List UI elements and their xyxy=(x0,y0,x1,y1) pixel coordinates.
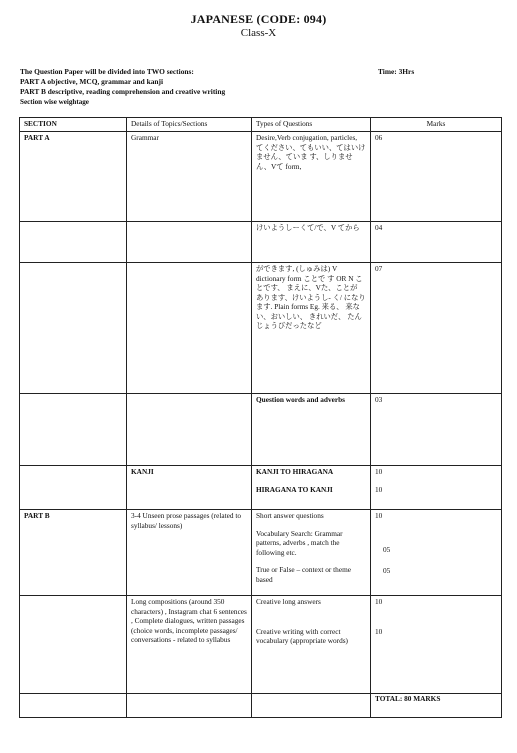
section-cell xyxy=(20,694,127,718)
marks-cell xyxy=(371,132,502,222)
details-cell: Grammar xyxy=(127,132,252,222)
section-cell xyxy=(20,222,127,263)
header-details: Details of Topics/Sections xyxy=(127,118,252,132)
table-row xyxy=(20,222,502,263)
details-cell xyxy=(127,222,252,263)
table-row xyxy=(20,132,502,222)
types-cell xyxy=(252,694,371,718)
types-cell xyxy=(252,596,371,694)
section-cell xyxy=(20,466,127,510)
marks-cell xyxy=(371,263,502,394)
question-type: ができます, (しゅみは) V dictionary form ことで す OR N ことです、 まえに、Vた、ことが あります、けいようし- く/ になります. Plain forms Eg. 来る、 来ない、おいしい、 きれいだ、 たんじょうびだったなど xyxy=(256,264,366,330)
table-row xyxy=(20,596,502,694)
question-type: Question words and adverbs xyxy=(256,395,345,404)
marks-cell xyxy=(371,510,502,596)
intro-line-2: PART A objective, MCQ, grammar and kanji xyxy=(20,77,164,86)
question-type: Desire,Verb conjugation, particles, てください、てもいい、てはいけません、ていま す、しりません、Vて form, xyxy=(256,133,366,171)
marks-cell xyxy=(371,596,502,694)
marks-cell xyxy=(371,394,502,466)
question-type: KANJI TO HIRAGANA xyxy=(256,467,334,476)
table-row xyxy=(20,466,502,510)
types-cell xyxy=(252,510,371,596)
marks-value: 10 xyxy=(375,484,383,494)
question-type: Short answer questions xyxy=(256,511,324,520)
section-cell: PART A xyxy=(20,132,127,222)
table-row xyxy=(20,394,502,466)
types-cell xyxy=(252,132,371,222)
details-cell: 3-4 Unseen prose passages (related to syllabus/ lessons) xyxy=(127,510,252,596)
marks-cell xyxy=(371,222,502,263)
document-subtitle: Class-X xyxy=(240,27,277,39)
weightage-table xyxy=(19,117,502,718)
types-cell xyxy=(252,263,371,394)
types-cell xyxy=(252,222,371,263)
header-section: SECTION xyxy=(20,118,127,132)
details-cell xyxy=(127,394,252,466)
question-type: True or False – context or theme based xyxy=(256,565,351,584)
marks-value: 05 xyxy=(383,566,391,575)
section-cell xyxy=(20,596,127,694)
time-allowed: Time: 3Hrs xyxy=(378,67,415,76)
question-type: Creative writing with correct vocabulary (appropriate words) xyxy=(256,626,348,645)
document-title: JAPANESE (CODE: 094) xyxy=(190,12,327,26)
marks-value: 10 xyxy=(375,511,383,520)
marks-cell xyxy=(371,466,502,510)
marks-value: 10 xyxy=(375,467,383,476)
marks-value: 05 xyxy=(383,544,391,554)
table-row xyxy=(20,263,502,394)
table-row xyxy=(20,694,502,718)
intro-line-1: The Question Paper will be divided into TWO sections: xyxy=(20,67,194,76)
question-type: Vocabulary Search: Grammar patterns, adverbs , match the following etc. xyxy=(256,528,343,557)
intro-line-3: PART B descriptive, reading comprehension and creative writing xyxy=(20,87,226,96)
details-cell: KANJI xyxy=(127,466,252,510)
table-row xyxy=(20,510,502,596)
section-cell xyxy=(20,263,127,394)
intro-line-4: Section wise weightage xyxy=(20,98,89,106)
question-type: けいようしーくて/で、V てから xyxy=(256,223,360,232)
marks-value: 10 xyxy=(375,626,383,636)
types-cell xyxy=(252,394,371,466)
marks-value: 07 xyxy=(375,264,383,273)
marks-value: 03 xyxy=(375,395,383,404)
marks-value: 10 xyxy=(375,597,383,606)
section-cell xyxy=(20,394,127,466)
section-cell: PART B xyxy=(20,510,127,596)
marks-cell xyxy=(371,694,502,718)
types-cell xyxy=(252,466,371,510)
marks-value: 06 xyxy=(375,133,383,142)
question-type: HIRAGANA TO KANJI xyxy=(256,484,333,494)
header-marks: Marks xyxy=(371,118,502,132)
details-cell xyxy=(127,694,252,718)
marks-value: 04 xyxy=(375,223,383,232)
table-header-row xyxy=(20,118,502,132)
details-cell: Long compositions (around 350 characters) , Instagram chat 6 sentences , Complete dialogues, written passages (choice words, incomplete passages/ conversations - related to syllabus xyxy=(127,596,252,694)
total-marks: TOTAL: 80 MARKS xyxy=(375,694,441,703)
question-type: Creative long answers xyxy=(256,597,321,606)
details-cell xyxy=(127,263,252,394)
header-types: Types of Questions xyxy=(252,118,371,132)
